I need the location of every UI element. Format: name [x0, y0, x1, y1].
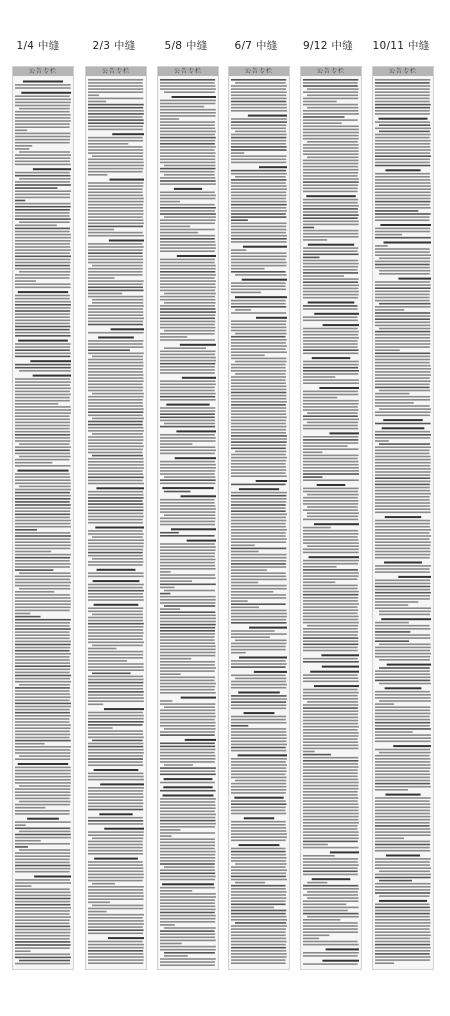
strip-text-block	[15, 78, 71, 967]
fine-print-lines	[375, 78, 431, 967]
column-label-2: 2/3 中缝	[92, 40, 136, 52]
strip-text-block	[231, 78, 287, 967]
notice-strip-6	[372, 66, 434, 970]
strip-text-block	[303, 78, 359, 967]
strip-text-block	[160, 78, 216, 967]
notice-strip-5	[300, 66, 362, 970]
strip-header: 公告专栏	[229, 67, 289, 76]
strip-header: 公告专栏	[373, 67, 433, 76]
fine-print-lines	[15, 78, 71, 967]
strip-header: 公告专栏	[13, 67, 73, 76]
strip-header: 公告专栏	[158, 67, 218, 76]
notice-strip-3	[157, 66, 219, 970]
column-label-3: 5/8 中缝	[164, 40, 208, 52]
fine-print-lines	[231, 78, 287, 967]
column-label-6: 10/11 中缝	[372, 40, 430, 52]
notice-strip-1	[12, 66, 74, 970]
fine-print-lines	[303, 78, 359, 967]
strip-text-block	[88, 78, 144, 967]
strip-header: 公告专栏	[301, 67, 361, 76]
strip-text-block	[375, 78, 431, 967]
notice-strip-2	[85, 66, 147, 970]
column-label-1: 1/4 中缝	[16, 40, 60, 52]
notice-strip-4	[228, 66, 290, 970]
strip-header: 公告专栏	[86, 67, 146, 76]
fine-print-lines	[88, 78, 144, 967]
column-label-5: 9/12 中缝	[302, 40, 354, 52]
fine-print-lines	[160, 78, 216, 967]
column-label-4: 6/7 中缝	[234, 40, 278, 52]
